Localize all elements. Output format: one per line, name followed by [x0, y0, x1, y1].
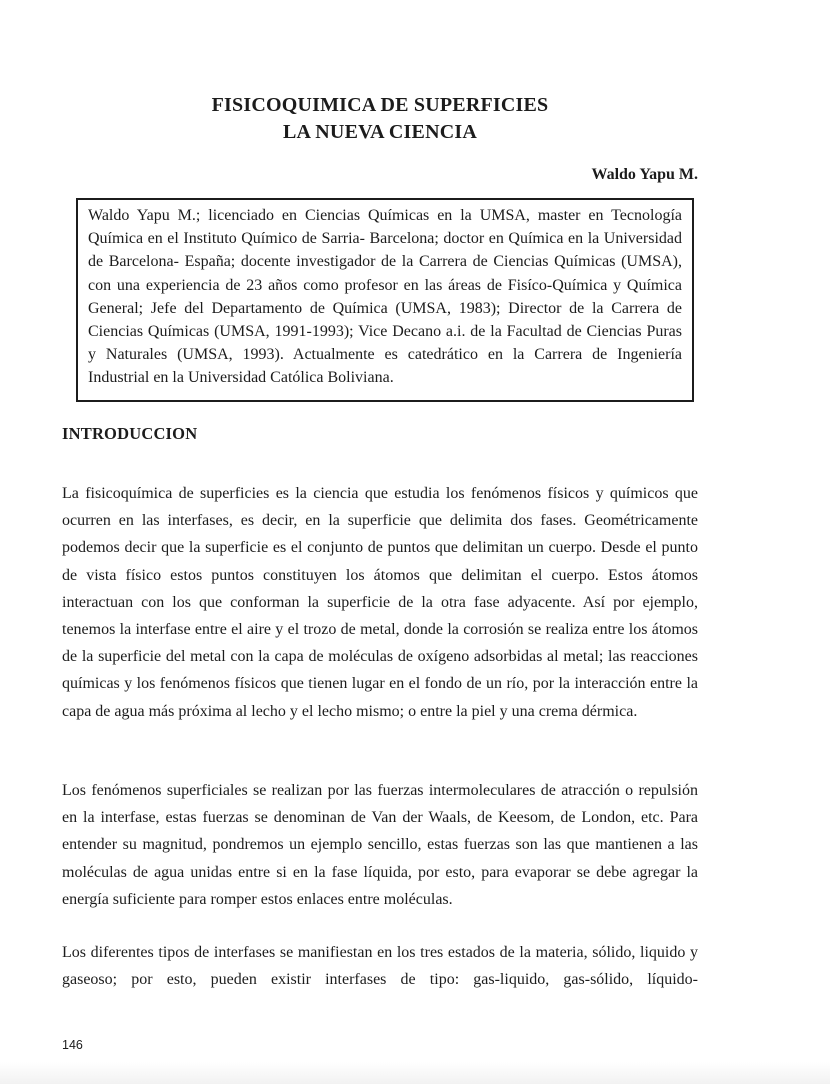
- author-name: Waldo Yapu M.: [591, 166, 698, 183]
- paragraph-2: Los fenómenos superficiales se realizan por las fuerzas intermoleculares de atracción o repulsión en la interfase, estas fuerzas se denominan de Van der Waals, de Keesom, de London, etc. Para entender su magnitud, pondremos un ejemplo sencillo, estas fuerzas son las que mantienen a las moléculas de agua unidas entre si en la fase líquida, por esto, para evaporar se debe agregar la energía suficiente para romper estos enlaces entre moléculas.: [62, 782, 698, 908]
- section-heading: INTRODUCCION: [62, 424, 198, 443]
- title-line-2: LA NUEVA CIENCIA: [283, 121, 477, 143]
- paragraph-3: Los diferentes tipos de interfases se manifiestan en los tres estados de la materia, sólido, liquido y gaseoso; por esto, pueden existir interfases de tipo: gas-liquido, gas-sólido, líquido-: [62, 944, 698, 989]
- paragraph-1: La fisicoquímica de superficies es la ciencia que estudia los fenómenos físicos y químicos que ocurren en las interfases, es decir, en la superficie que delimita dos fases. Geométricamente podemos decir que la superficie es el conjunto de puntos que delimitan un cuerpo. Desde el punto de vista físico estos puntos constituyen los átomos que delimitan el cuerpo. Estos átomos interactuan con los que conforman la superficie de la otra fase adyacente. Así por ejemplo, tenemos la interfase entre el aire y el trozo de metal, donde la corrosión se realiza entre los átomos de la superficie del metal con la capa de moléculas de oxígeno adsorbidas al metal; las reacciones químicas y los fenómenos físicos que tienen lugar en el fondo de un río, por la interacción entre la capa de agua más próxima al lecho y el lecho mismo; o entre la piel y una crema dérmica.: [62, 485, 698, 720]
- title-line-1: FISICOQUIMICA DE SUPERFICIES: [211, 94, 549, 116]
- author-bio-box: Waldo Yapu M.; licenciado en Ciencias Químicas en la UMSA, master en Tecnología Química en el Instituto Químico de Sarria- Barcelona; doctor en Química en la Universidad de Barcelona- España; docente investigador de la Carrera de Ciencias Químicas (UMSA), con una experiencia de 23 años como profesor en las áreas de Fisíco-Química y Química General; Jefe del Departamento de Química (UMSA, 1983); Director de la Carrera de Ciencias Químicas (UMSA, 1991-1993); Vice Decano a.i. de la Facultad de Ciencias Puras y Naturales (UMSA, 1993). Actualmente es catedrático en la Carrera de Ingeniería Industrial en la Universidad Católica Boliviana.: [76, 198, 694, 402]
- page-bottom-shade: [0, 1062, 830, 1084]
- page-number: 146: [62, 1038, 83, 1052]
